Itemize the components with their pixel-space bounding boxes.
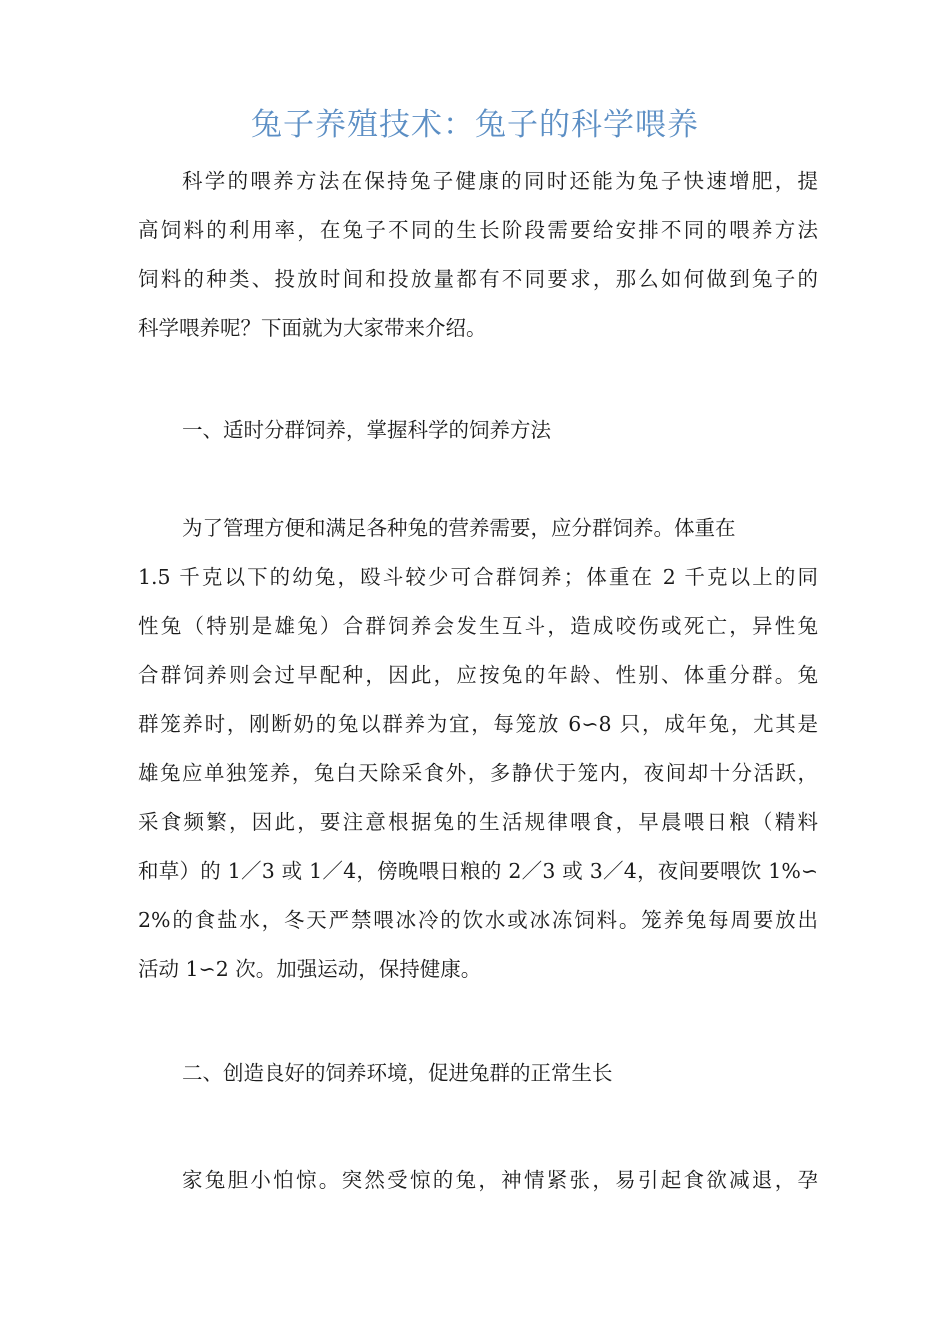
intro-line: 科学的喂养方法在保持兔子健康的同时还能为兔子快速增肥，提 [182, 169, 818, 193]
section1-line: 为了管理方便和满足各种兔的营养需要，应分群饲养。体重在 [182, 516, 736, 540]
section1-line: 1.5 千克以下的幼兔，殴斗较少可合群饲养；体重在 2 千克以上的同 [138, 565, 818, 589]
section2-paragraph [138, 1156, 818, 1205]
section1-line: 群笼养时，刚断奶的兔以群养为宜，每笼放 6∽8 只，成年兔，尤其是 [138, 712, 818, 736]
section1-line: 2%的食盐水，冬天严禁喂冰冷的饮水或冰冻饲料。笼养兔每周要放出 [138, 908, 818, 932]
intro-line: 科学喂养呢？下面就为大家带来介绍。 [138, 316, 487, 340]
section1-line: 性兔（特别是雄兔）合群饲养会发生互斗，造成咬伤或死亡，异性兔 [138, 614, 818, 638]
section1-line: 采食频繁，因此，要注意根据兔的生活规律喂食，早晨喂日粮（精料 [138, 810, 818, 834]
section1-heading: 一、适时分群饲养，掌握科学的饲养方法 [182, 418, 551, 442]
intro-line: 饲料的种类、投放时间和投放量都有不同要求，那么如何做到兔子的 [138, 267, 818, 291]
section2-line: 家兔胆小怕惊。突然受惊的兔，神情紧张，易引起食欲减退，孕 [182, 1168, 818, 1192]
intro-line: 高饲料的利用率，在兔子不同的生长阶段需要给安排不同的喂养方法 [138, 218, 818, 242]
section1-line: 合群饲养则会过早配种，因此，应按兔的年龄、性别、体重分群。兔 [138, 663, 818, 687]
section2-heading: 二、创造良好的饲养环境，促进兔群的正常生长 [182, 1061, 613, 1085]
section1-line: 雄兔应单独笼养，兔白天除采食外，多静伏于笼内，夜间却十分活跃， [138, 761, 818, 785]
section1-line: 活动 1∽2 次。加强运动，保持健康。 [138, 957, 482, 981]
intro-paragraph [138, 157, 818, 353]
document-title: 兔子养殖技术：兔子的科学喂养 [251, 107, 699, 143]
section1-line: 和草）的 1／3 或 1／4，傍晚喂日粮的 2／3 或 3／4，夜间要喂饮 1%∽ [138, 859, 818, 883]
section1-paragraph [138, 504, 818, 994]
